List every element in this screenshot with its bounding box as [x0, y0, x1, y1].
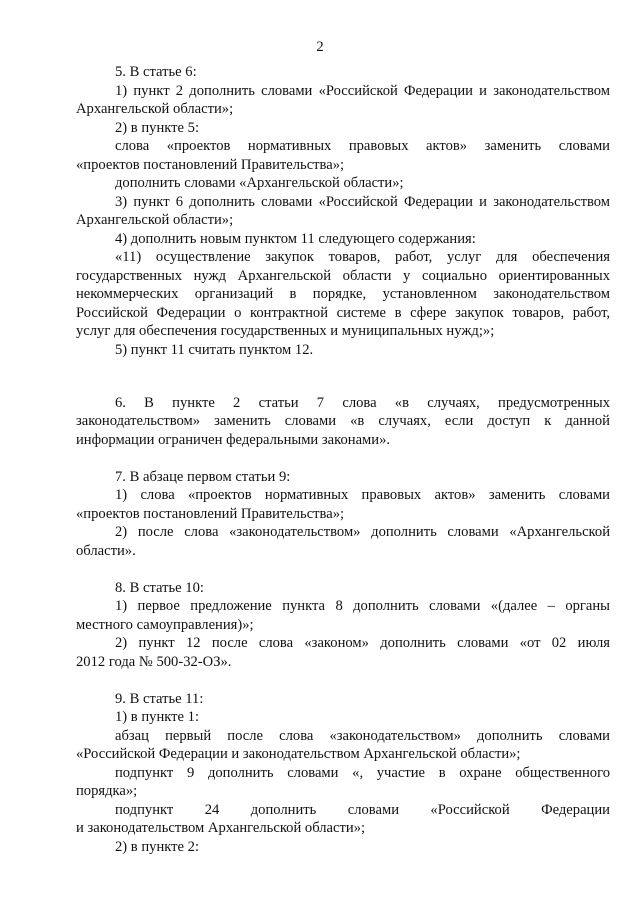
text-line: Архангельской области»; — [76, 101, 234, 117]
text-line: некоммерческих организаций в порядке, установленном законодательством — [76, 286, 610, 302]
text-line: 2012 года № 500-32-ОЗ». — [76, 653, 232, 670]
paragraph-gap — [76, 671, 610, 690]
text-line: 2) в пункте 5: — [115, 119, 200, 136]
text-line: услуг для обеспечения государственных и муниципальных нужд;»; — [76, 323, 495, 339]
text-line: абзац первый после слова «законодательством» дополнить словами — [115, 727, 610, 744]
text-line: 5) пункт 11 считать пунктом 12. — [115, 341, 314, 358]
section-9-heading: 9. В статье 11: — [115, 690, 204, 707]
text-line: государственных нужд Архангельской области у социально ориентированных — [76, 267, 610, 284]
text-line: и законодательством Архангельской области»; — [76, 820, 366, 836]
document-body — [76, 63, 610, 856]
text-line: законодательством» заменить словами «в случаях, если доступ к данной — [76, 413, 610, 429]
text-line: «проектов постановлений Правительства»; — [76, 505, 345, 522]
text-line: 2) пункт 12 после слова «законом» дополнить словами «от 02 июля — [115, 635, 610, 651]
text-line: информации ограничен федеральными законами». — [76, 431, 391, 448]
text-line: 1) слова «проектов нормативных правовых актов» заменить словами — [115, 487, 610, 503]
text-line: Архангельской области»; — [76, 212, 234, 228]
text-line: дополнить словами «Архангельской области»; — [115, 175, 404, 191]
paragraph-gap — [76, 378, 610, 394]
section-8-heading: 8. В статье 10: — [115, 579, 204, 596]
text-line: 1) в пункте 1: — [115, 709, 200, 725]
section-7-heading: 7. В абзаце первом статьи 9: — [115, 468, 291, 485]
text-line: «11) осуществление закупок товаров, работ, услуг для обеспечения — [115, 249, 610, 265]
text-line: Российской Федерации о контрактной системе в сфере закупок товаров, работ, — [76, 304, 610, 321]
text-line: «проектов постановлений Правительства»; — [76, 156, 345, 173]
section-5-heading: 5. В статье 6: — [115, 64, 197, 80]
section-6-heading: 6. В пункте 2 статьи 7 слова «в случаях, предусмотренных — [115, 394, 610, 411]
text-line: области». — [76, 542, 136, 559]
text-line: местного самоуправления)»; — [76, 616, 254, 633]
text-line: 1) первое предложение пункта 8 дополнить словами «(далее – органы — [115, 598, 610, 614]
text-line: 2) в пункте 2: — [115, 838, 200, 855]
paragraph-gap — [76, 560, 610, 579]
text-line: 3) пункт 6 дополнить словами «Российской Федерации и законодательством — [115, 193, 610, 210]
page-number: 2 — [316, 39, 324, 55]
text-line: 2) после слова «законодательством» дополнить словами «Архангельской — [115, 524, 610, 540]
text-line: 1) пункт 2 дополнить словами «Российской Федерации и законодательством — [115, 82, 610, 99]
text-line: «Российской Федерации и законодательством Архангельской области»; — [76, 746, 521, 762]
text-line: подпункт 9 дополнить словами «, участие в охране общественного — [115, 764, 610, 781]
text-line: подпункт 24 дополнить словами «Российской Федерации — [115, 801, 610, 818]
text-line: слова «проектов нормативных правовых актов» заменить словами — [115, 138, 610, 154]
paragraph-gap — [76, 449, 610, 468]
text-line: порядка»; — [76, 783, 138, 799]
paragraph-gap — [76, 359, 610, 378]
text-line: 4) дополнить новым пунктом 11 следующего содержания: — [115, 230, 476, 247]
